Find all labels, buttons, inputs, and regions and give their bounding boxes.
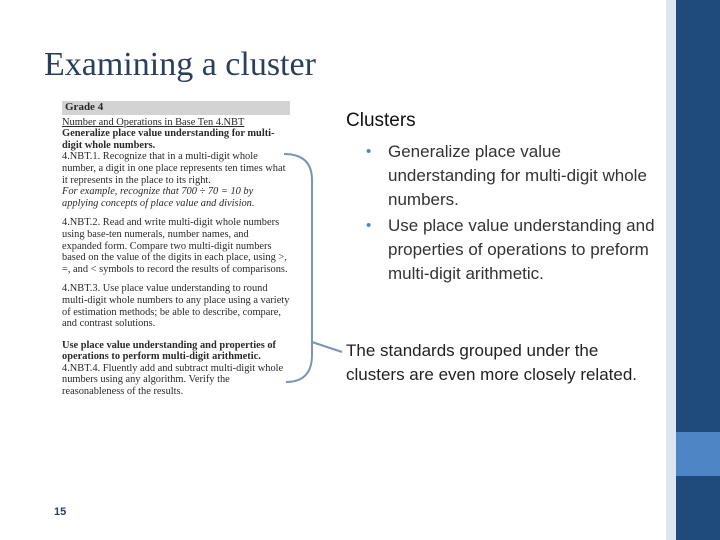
standard-text: 4.NBT.2. Read and write multi-digit whole numbers using base-ten numerals, number names, and expanded form. Compare two multi-digit numbers based on the value of the digits in each place, using >, =, and < symbols to record the results of comparisons. [62, 217, 288, 275]
bullet-text: Generalize place value understanding for multi-digit whole numbers. [388, 142, 647, 209]
list-item [366, 214, 656, 286]
standard-text: 4.NBT.1. Recognize that in a multi-digit whole number, a digit in one place represents ten times what it represents in the place to its right. [62, 151, 286, 186]
bullet-icon: • [366, 217, 372, 234]
side-stripe-accent [676, 432, 720, 476]
clusters-heading: Clusters [346, 110, 416, 131]
bracket-connector [280, 150, 346, 386]
bullet-icon: • [366, 143, 372, 160]
stripe-light [666, 0, 676, 540]
list-item [366, 140, 656, 212]
standard-example: For example, recognize that 700 ÷ 70 = 10 by applying concepts of place value and division. [62, 186, 255, 209]
page-number: 15 [54, 506, 67, 518]
standards-excerpt [62, 101, 290, 398]
standard-text: 4.NBT.4. Fluently add and subtract multi-digit whole numbers using any algorithm. Verify the reasonableness of the results. [62, 362, 284, 398]
side-stripe-bottom [676, 476, 720, 540]
bullet-text: Use place value understanding and properties of operations to preform multi-digit arithmetic. [388, 216, 655, 283]
slide-title: Examining a cluster [44, 46, 316, 83]
cluster-list [366, 140, 656, 288]
domain-heading: Number and Operations in Base Ten 4.NBT [62, 116, 245, 128]
grade-heading: Grade 4 [62, 101, 290, 115]
standard-text: 4.NBT.3. Use place value understanding to round multi-digit whole numbers to any place using a variety of estimation methods; be able to describe, compare, and contrast solutions. [62, 283, 290, 330]
cluster-heading-2: Use place value understanding and properties of operations to perform multi-digit arithmetic. [62, 339, 276, 363]
side-stripe-top [676, 0, 720, 432]
cluster-heading-1: Generalize place value understanding for multi-digit whole numbers. [62, 128, 275, 151]
summary-text: The standards grouped under the clusters are even more closely related. [346, 341, 638, 384]
